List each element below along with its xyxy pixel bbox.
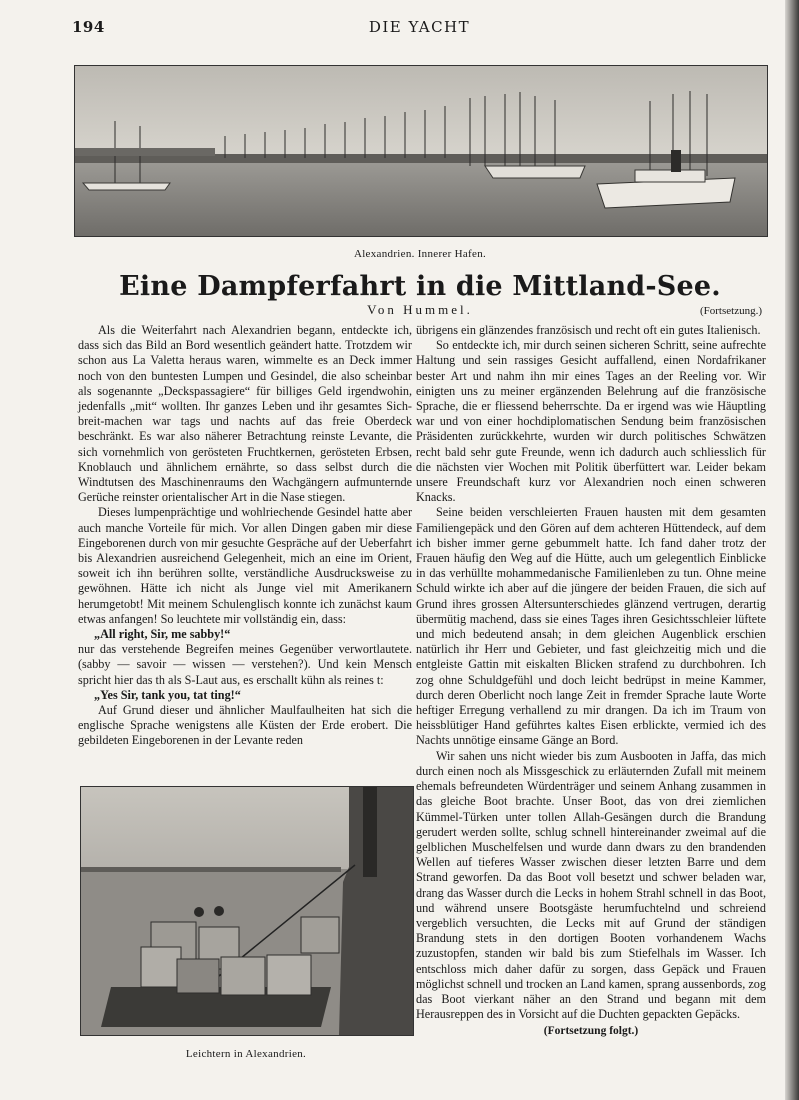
paragraph: nur das verstehende Begreifen meines Gegenüber verwortlautete. (sabby — savoir — wissen — verstehen?). Und kein Mensch spricht hier das th als S-Laut aus, es erschallt kühn als reines t: <box>78 642 412 687</box>
quotation: „Yes Sir, tank you, tat ting!“ <box>94 687 241 702</box>
article-title: Eine Dampferfahrt in die Mittland-See. <box>119 271 721 302</box>
page-binding-edge <box>785 0 799 1100</box>
paragraph: Wir sahen uns nicht wieder bis zum Ausbooten in Jaffa, das mich durch einen noch als Missgeschick zu erläuternden Zufall mit meinem ehemals befreundeten Würdenträger und seinem Anhang zusammen in das gleiche Boot brachte. Unser Boot, das von drei ziemlichen Kümmel-Türken unter tollen Allah-Gesängen durch die Brandung gerudert werden sollte, schlug schnell hintereinander zweimal auf die gelblichen Muschelfelsen und wurde dann dwars zu den brandenden Wellen auf tieferes Wasser zwischen dieser letzten Barre und dem Strand geworfen. Da das Boot voll besetzt und schwer beladen war, drang das Wasser durch die Lecks in hohem Strahl schnell in das Boot, und während unsere Bootsgäste herumfuchtelnd und schreiend vergeblich versuchten, die Lecks mit auf Grund der ständigen Brandung stets in den dortigen Booten vorhandenem Wachs zuzustopfen, standen wir bald bis zum Stiefelhals im Wasser. Ich entschloss mich daher dafür zu sorgen, dass Gepäck und Frauen möglichst schnell und trocken an Land kamen, sprang aussenbords, zog das Boot vierkant näher an den Strand und begann mit dem Herausreppen des in Vorsicht auf die Duchten gepackten Gepäcks. <box>416 748 766 1022</box>
paragraph: Auf Grund dieser und ähnlicher Maulfaulheiten hat sich die englische Sprache wenigstens alle Küsten der Erde erobert. Die gebildeten Eingeborenen in der Levante reden <box>78 703 412 748</box>
journal-title: DIE YACHT <box>368 18 471 36</box>
lighters-photo <box>80 786 414 1036</box>
page-header <box>72 18 767 40</box>
paragraph: So entdeckte ich, mir durch seinen sicheren Schritt, seine aufrechte Haltung und sein rassiges Gesicht auffallend, einen Nordafrikaner bester Art und nahm ihn mir eines Tages an der Reeling vor. Wir einigten uns zu meiner ergänzenden Belehrung auf die französische Sprache, die er fliessend beherrschte. Da er irgend was wie Häuptling war und von einer hochdiplomatischen Sendung beim französischen Präsidenten zurückkehrte, wurden wir durch politisches Schwätzen recht bald sehr gute Freunde, wenn ich dadurch auch schliesslich für die nächsten vier Wochen mit Politik überfüttert war. Leider bekam unsere Freundschaft kurz vor Alexandrien noch einen schweren Knacks. <box>416 338 766 505</box>
continuation-note: (Fortsetzung.) <box>699 305 762 317</box>
harbor-photo <box>74 65 768 237</box>
paragraph: Als die Weiterfahrt nach Alexandrien begann, entdeckte ich, dass sich das Bild an Bord wesentlich geändert hatte. Trotzdem wir schon aus La Valetta heraus waren, wimmelte es an Deck immer noch von den buntesten Lumpen und Gesindel, die also scheinbar als sogenannte „Deckspassagiere“ für billiges Geld irgendwohin, jedenfalls „mit“ wollten. Ihr ganzes Leben und ihr gesamtes Sich-breit-machen war tags und nachts auf das freie Oberdeck beschränkt. Es war also näherer Betrachtung reinste Levante, die sich vornehmlich von gerösteten Fruchtkernen, gerösteten Erbsen, Knoblauch und ähnlichem ernährte, so dass selbst durch die Windtutsen des Maschinenraums den Wachgängern aufmunternde Gerüche reinster orientalischer Art in die Nase stiegen. <box>78 323 412 505</box>
to-be-continued: (Fortsetzung folgt.) <box>543 1025 639 1038</box>
lighters-caption: Leichtern in Alexandrien. <box>185 1048 307 1060</box>
article-byline: Von Hummel. <box>367 302 473 317</box>
page-number: 194 <box>72 18 105 36</box>
paragraph: übrigens ein glänzendes französisch und recht oft ein gutes Italienisch. <box>416 323 761 337</box>
left-column <box>78 323 412 749</box>
paragraph: Seine beiden verschleierten Frauen hausten mit dem gesamten Familiengepäck und den Gören auf dem achteren Hüttendeck, auf dem ich bisher immer gerne gebummelt hatte. Ich fand daher trotz der Frauen häufig den Weg auf die Hütte, auch um gelegentlich Einblicke in das verhüllte mohammedanische Familienleben zu tun. Ohne meine Schuld wirkte ich aber auf die jüngere der beiden Frauen, die sich auf Grund ihres grossen Altersunterschiedes glänzend vertrugen, derartig übermütig machend, dass sie eines Tages ihren Gesichtsschleier lüftete und mich bedeutend ansah; in dem gleichen Augenblick erschien natürlich ihr Herr und Gebieter, und fast gleichzeitig mich und die entgleiste Gattin mit eiskalten Blicken strafend zu durchbohren. Ich zog ohne Schuldgefühl und doch leicht bedrüpst in meine Kammer, durch deren Oberlicht noch lange Zeit in fremder Sprache laute Worte heftiger Erregung verhallend zu mir drangen. Da ich im Traum von heissblütiger Hand geführtes kaltes Eisen erblickte, vermied ich des Nachts unnötige einsame Gänge an Bord. <box>416 505 766 748</box>
harbor-caption: Alexandrien. Innerer Hafen. <box>353 248 487 260</box>
right-column <box>416 323 766 1040</box>
paragraph: Dieses lumpenprächtige und wohlriechende Gesindel hatte aber auch manche Vorteile für mich. Vor allen Dingen gaben mir diese Eingeborenen durch von mir gesuchte Gespräche auf der Ueberfahrt bis Alexandrien ausreichend Gelegenheit, mich an eine im Orient, soweit ich ihn berühren sollte, verständliche Ausdrucksweise zu gewöhnen. Hätte ich nicht als Junge viel mit Amerikanern herumgetobt! Mit meinem Schulenglisch konnte ich zunächst kaum etwas anfangen! So leuchtete mir vollständig ein, dass: <box>78 505 412 626</box>
quotation: „All right, Sir, me sabby!“ <box>94 627 231 642</box>
